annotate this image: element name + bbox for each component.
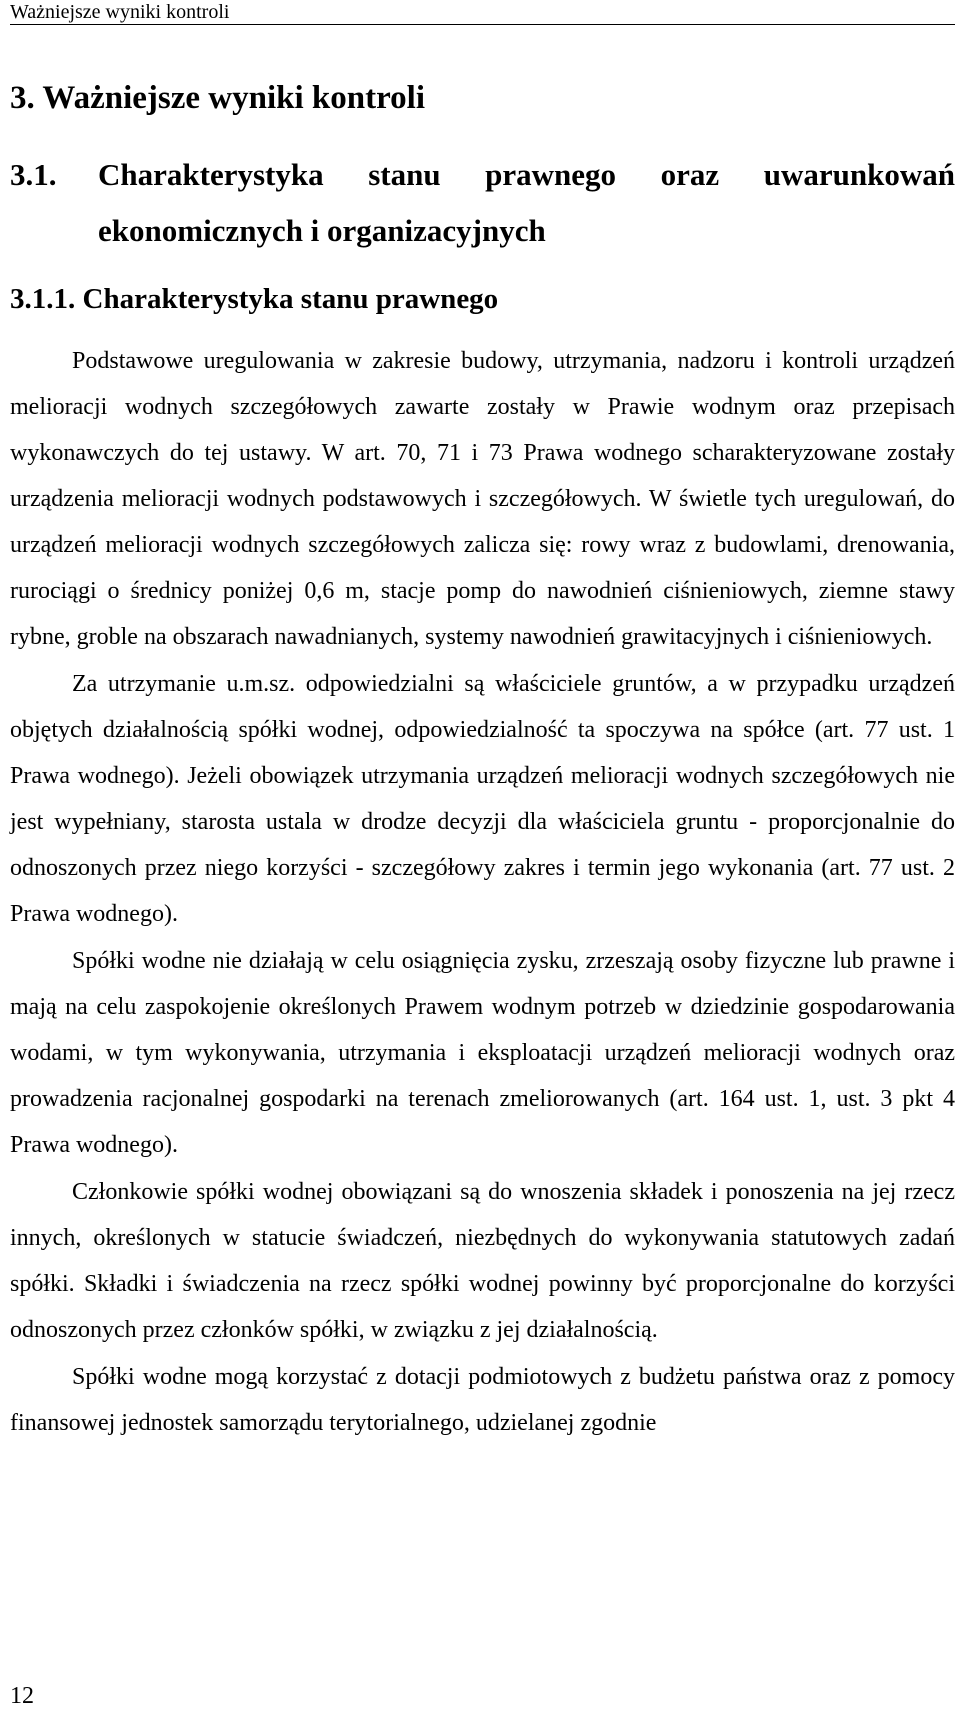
page-number: 12 bbox=[10, 1683, 34, 1709]
subsubsection-number: 3.1.1. bbox=[10, 283, 76, 315]
document-page bbox=[10, 0, 955, 1714]
section-heading bbox=[10, 74, 425, 122]
paragraph: Spółki wodne nie działają w celu osiągnięcia zysku, zrzeszają osoby fizyczne lub prawne i mają na celu zaspokojenie określonych Prawem wodnym potrzeb w dziedzinie gospodarowania wodami, w tym wykonywania, utrzymania i eksploatacji urządzeń melioracji wodnych oraz prowadzenia racjonalnej gospodarki na terenach zmeliorowanych (art. 164 ust. 1, ust. 3 pkt 4 Prawa wodnego). bbox=[10, 948, 955, 1158]
subsection-number: 3.1. bbox=[10, 157, 57, 192]
section-number: 3. bbox=[10, 80, 35, 116]
subsubsection-title: Charakterystyka stanu prawnego bbox=[82, 283, 499, 315]
running-header: Ważniejsze wyniki kontroli bbox=[10, 0, 955, 25]
subsection-title: Charakterystyka stanu prawnego oraz uwarunkowań ekonomicznych i organizacyjnych bbox=[98, 157, 955, 248]
section-title: Ważniejsze wyniki kontroli bbox=[42, 80, 425, 116]
paragraph: Za utrzymanie u.m.sz. odpowiedzialni są właściciele gruntów, a w przypadku urządzeń objętych działalnością spółki wodnej, odpowiedzialność ta spoczywa na spółce (art. 77 ust. 1 Prawa wodnego). Jeżeli obowiązek utrzymania urządzeń melioracji wodnych szczegółowych nie jest wypełniany, starosta ustala w drodze decyzji dla właściciela gruntu - proporcjonalnie do odnoszonych przez niego korzyści - szczegółowy zakres i termin jego wykonania (art. 77 ust. 2 Prawa wodnego). bbox=[10, 671, 955, 927]
subsection-heading bbox=[10, 147, 955, 259]
paragraph: Spółki wodne mogą korzystać z dotacji podmiotowych z budżetu państwa oraz z pomocy finansowej jednostek samorządu terytorialnego, udzielanej zgodnie bbox=[10, 1364, 955, 1436]
paragraph: Członkowie spółki wodnej obowiązani są do wnoszenia składek i ponoszenia na jej rzecz innych, określonych w statucie świadczeń, niezbędnych do wykonywania statutowych zadań spółki. Składki i świadczenia na rzecz spółki wodnej powinny być proporcjonalne do korzyści odnoszonych przez członków spółki, w związku z jej działalnością. bbox=[10, 1179, 955, 1343]
body-text bbox=[10, 338, 955, 1447]
subsubsection-heading bbox=[10, 275, 498, 323]
paragraph: Podstawowe uregulowania w zakresie budowy, utrzymania, nadzoru i kontroli urządzeń melioracji wodnych szczegółowych zawarte zostały w Prawie wodnym oraz przepisach wykonawczych do tej ustawy. W art. 70, 71 i 73 Prawa wodnego scharakteryzowane zostały urządzenia melioracji wodnych podstawowych i szczegółowych. W świetle tych uregulowań, do urządzeń melioracji wodnych szczegółowych zalicza się: rowy wraz z budowlami, drenowania, rurociągi o średnicy poniżej 0,6 m, stacje pomp do nawodnień ciśnieniowych, ziemne stawy rybne, groble na obszarach nawadnianych, systemy nawodnień grawitacyjnych i ciśnieniowych. bbox=[10, 348, 955, 650]
